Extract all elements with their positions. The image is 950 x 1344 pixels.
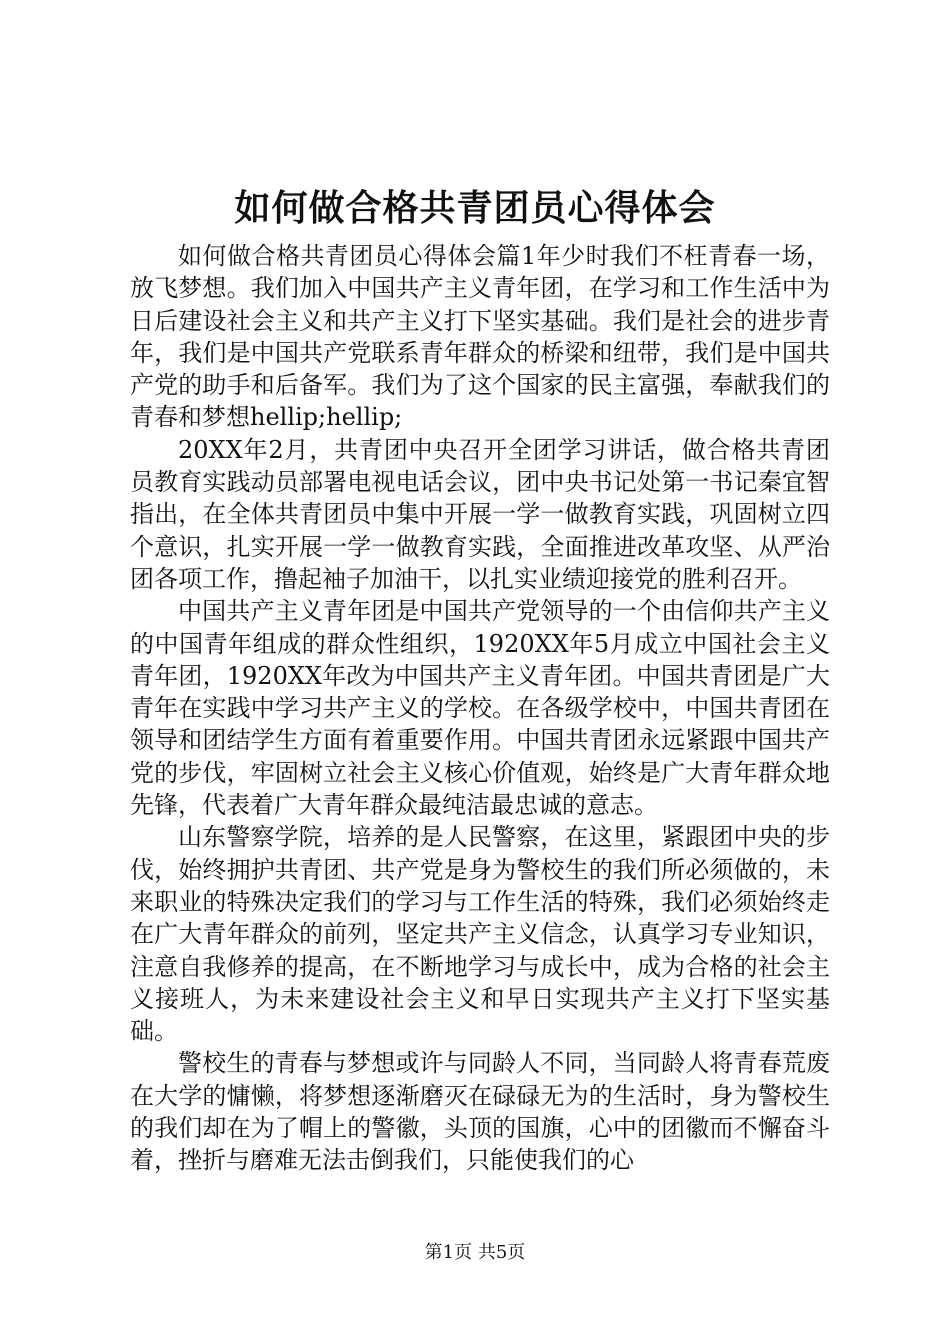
paragraph-2: 20XX年2月，共青团中央召开全团学习讲话，做合格共青团员教育实践动员部署电视电话会议，团中央书记处第一书记秦宜智指出，在全体共青团员中集中开展一学一做教育实践，巩固树立四个意识，扎实开展一学一做教育实践，全面推进改革攻坚、从严治团各项工作，撸起袖子加油干，以扎实业绩迎接党的胜利召开。 bbox=[130, 435, 830, 593]
paragraph-5: 警校生的青春与梦想或许与同龄人不同，当同龄人将青春荒废在大学的慵懒，将梦想逐渐磨灭在碌碌无为的生活时，身为警校生的我们却在为了帽上的警徽，头顶的国旗，心中的团徽而不懈奋斗着，挫折与磨难无法击倒我们，只能使我们的心 bbox=[130, 1049, 830, 1175]
document-body bbox=[130, 240, 830, 1177]
paragraph-1: 如何做合格共青团员心得体会篇1年少时我们不枉青春一场，放飞梦想。我们加入中国共产主义青年团，在学习和工作生活中为日后建设社会主义和共产主义打下坚实基础。我们是社会的进步青年，我们是中国共产党联系青年群众的桥梁和纽带，我们是中国共产党的助手和后备军。我们为了这个国家的民主富强，奉献我们的青春和梦想hellip;hellip; bbox=[130, 242, 830, 432]
page-footer: 第1页 共5页 bbox=[424, 1242, 526, 1263]
document-title: 如何做合格共青团员心得体会 bbox=[234, 187, 716, 229]
paragraph-4: 山东警察学院，培养的是人民警察，在这里，紧跟团中央的步伐，始终拥护共青团、共产党是身为警校生的我们所必须做的，未来职业的特殊决定我们的学习与工作生活的特殊，我们必须始终走在广大青年群众的前列，坚定共产主义信念，认真学习专业知识，注意自我修养的提高，在不断地学习与成长中，成为合格的社会主义接班人，为未来建设社会主义和早日实现共产主义打下坚实基础。 bbox=[130, 823, 830, 1046]
paragraph-3: 中国共产主义青年团是中国共产党领导的一个由信仰共产主义的中国青年组成的群众性组织，1920XX年5月成立中国社会主义青年团，1920XX年改为中国共产主义青年团。中国共青团是广大青年在实践中学习共产主义的学校。在各级学校中，中国共青团在领导和团结学生方面有着重要作用。中国共青团永远紧跟中国共产党的步伐，牢固树立社会主义核心价值观，始终是广大青年群众地先锋，代表着广大青年群众最纯洁最忠诚的意志。 bbox=[130, 597, 830, 820]
